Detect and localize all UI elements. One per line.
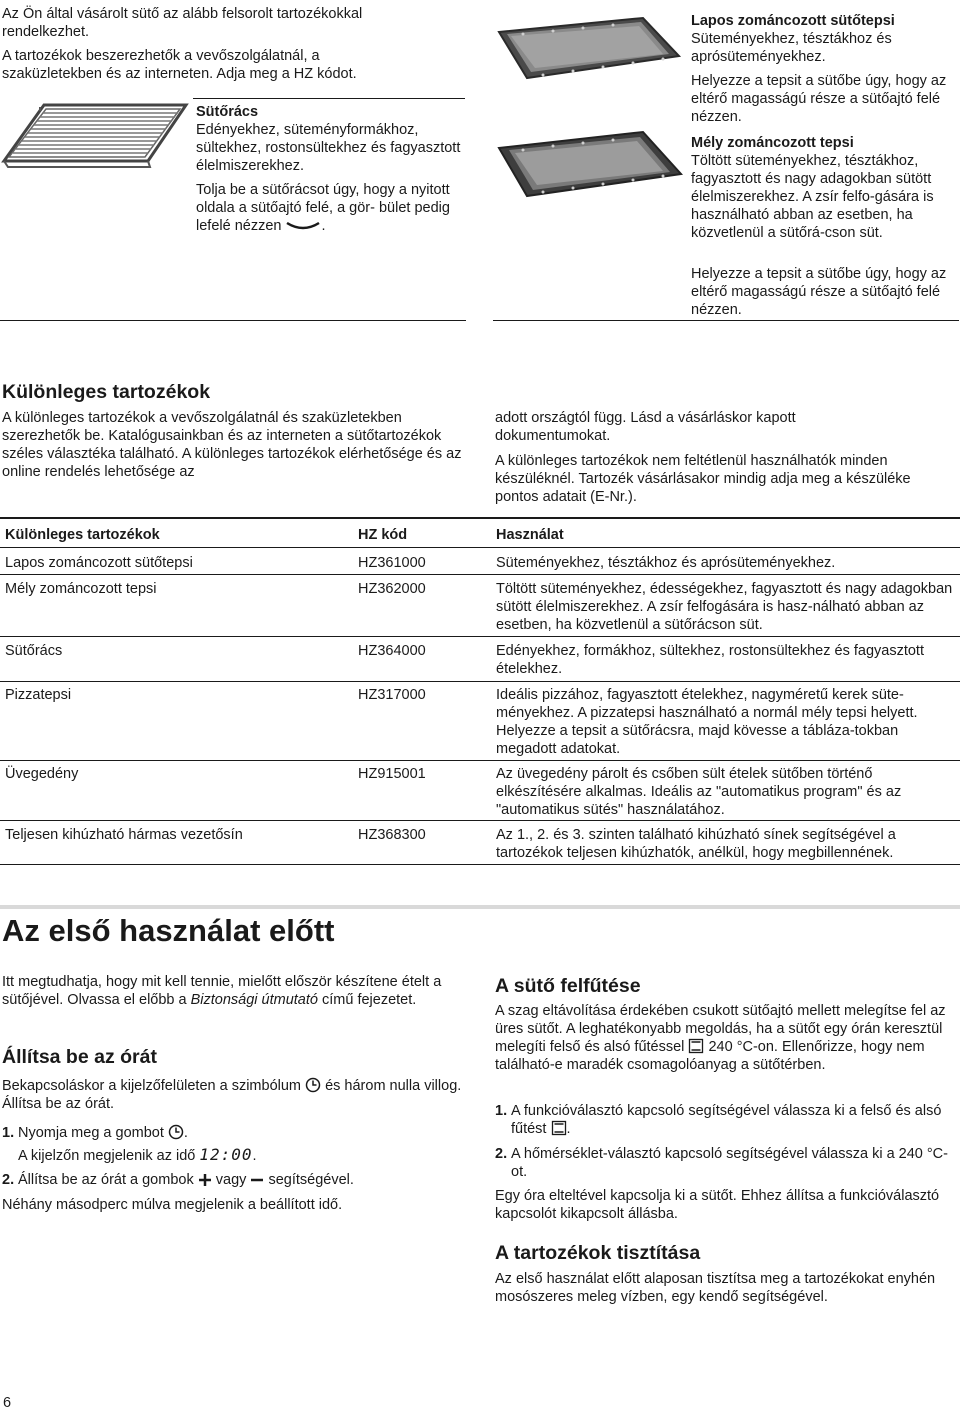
clock-step-2-b: vagy [215, 1172, 247, 1188]
table-cell-usage: Süteményekhez, tésztákhoz és aprósüteményekhez. [496, 555, 836, 571]
heat-para [495, 1002, 950, 1074]
accessories-bottom-line-left [0, 320, 466, 321]
clock-step-2-c: segítségével. [268, 1172, 354, 1188]
clock-icon [305, 1077, 321, 1093]
intro-divider [193, 98, 465, 99]
clock-heading: Állítsa be az órát [2, 1046, 157, 1068]
table-cell-accessory: Üvegedény [5, 766, 79, 782]
clock-para-b: és három nulla villog. Állítsa be az órát. [2, 1078, 462, 1112]
step-number: 2. [2, 1172, 15, 1188]
table-cell-usage: Töltött süteményekhez, édességekhez, fagyasztott és nagy adagokban sütött élelmiszerekhez. A zsír felfogására is hasz-nálható abban az esetben, ha közvetlenül a sütőrácson süt. [496, 581, 953, 633]
clock-para-a: Bekapcsoláskor a kijelzőfelületen a szimbólum [2, 1078, 302, 1094]
heat-step-1-text [511, 1102, 949, 1138]
table-top-rule [0, 517, 960, 519]
top-bottom-heat-icon [688, 1038, 704, 1054]
clock-step-1-sub-label: A kijelzőn megjelenik az idő [18, 1148, 196, 1164]
table-header-accessory: Különleges tartozékok [5, 527, 160, 543]
accessories-bottom-line-right [493, 320, 959, 321]
first-use-intro-a: Itt megtudhatja, hogy mit kell tennie, mielőtt először készítene ételt a sütőjével. Olvassa el előbb a [2, 974, 442, 1008]
deep-tray-instr: Helyezze a tepsit a sütőbe úgy, hogy az eltérő magasságú része a sütőajtó felé nézzen. [691, 266, 947, 318]
table-cell-hz: HZ362000 [358, 581, 426, 597]
table-row-rule [0, 681, 960, 682]
clock-step-1-sub [18, 1146, 257, 1165]
rack-instr-b: bület pedig lefelé nézzen [196, 200, 450, 234]
table-bottom-rule [0, 864, 960, 865]
top-bottom-heat-icon [551, 1120, 567, 1136]
flat-tray-image [493, 14, 685, 88]
table-cell-hz: HZ915001 [358, 766, 426, 782]
table-cell-hz: HZ317000 [358, 687, 426, 703]
rack-instr-a: Tolja be a sütőrácsot úgy, hogy a nyitott oldala a sütőajtó felé, a gör- [196, 182, 450, 216]
table-cell-hz: HZ368300 [358, 827, 426, 843]
clock-step-1-text [18, 1124, 188, 1142]
first-use-heading: Az első használat előtt [2, 913, 335, 948]
plus-icon [198, 1173, 212, 1187]
table-cell-accessory: Mély zománcozott tepsi [5, 581, 157, 597]
first-use-intro-em: Biztonsági útmutató [190, 992, 318, 1008]
rack-instr [196, 181, 466, 235]
curve-down-icon [285, 219, 321, 233]
rack-desc: Edényekhez, süteményformákhoz, sültekhez, rostonsültekhez és fagyasztott élelmiszerekhez. [196, 122, 461, 174]
clock-note: Néhány másodperc múlva megjelenik a beállított idő. [2, 1197, 343, 1213]
step-number: 2. [495, 1146, 508, 1162]
page-number: 6 [3, 1395, 12, 1411]
special-para-right-2: A különleges tartozékok nem feltétlenül használhatók minden készüléknél. Tartozék vásárlásakor mindig adja meg a készüléke pontos adatait (E-Nr.). [495, 453, 911, 505]
first-use-intro-b: című fejezetet. [317, 992, 417, 1008]
table-cell-accessory: Lapos zománcozott sütőtepsi [5, 555, 193, 571]
deep-tray-image [493, 128, 685, 202]
clock-step-1-end: . [183, 1125, 188, 1141]
step-number: 1. [2, 1125, 15, 1141]
heat-step-1 [495, 1102, 950, 1142]
heat-after: Egy óra elteltével kapcsolja ki a sütőt. Ehhez állítsa a funkcióválasztó kapcsolót kikapcsolt állásba. [495, 1188, 940, 1222]
oven-rack-image [0, 97, 190, 187]
clock-step-1-label: Nyomja meg a gombot [18, 1125, 164, 1141]
table-row-rule [0, 820, 960, 821]
heat-step-2 [495, 1145, 950, 1185]
table-cell-usage: Az üvegedény párolt és csőben sült ételek sütőben történő elkészítésére alkalmas. Ideális az "automatikus program" és az "automatikus sütés" használatához. [496, 766, 902, 818]
special-para-right-1: adott országtól függ. Lásd a vásárláskor kapott dokumentumokat. [495, 410, 796, 444]
table-cell-hz: HZ361000 [358, 555, 426, 571]
special-heading: Különleges tartozékok [2, 381, 211, 403]
table-row-rule [0, 636, 960, 637]
heat-para-b: 240 °C-on. Ellenőrizze, hogy nem található-e maradék csomagolóanyag a sütőtérben. [495, 1039, 925, 1073]
deep-tray-title: Mély zománcozott tepsi [691, 135, 854, 151]
table-cell-hz: HZ364000 [358, 643, 426, 659]
clock-para [2, 1077, 462, 1113]
first-use-intro [2, 973, 457, 1009]
table-header-hz: HZ kód [358, 527, 408, 543]
heat-heading: A sütő felfűtése [495, 975, 641, 997]
deep-tray-desc: Töltött süteményekhez, tésztákhoz, fagyasztott és nagy adagokban sütött élelmiszerekhez. A zsír felfo-gására is használható abban az esetben, ha közvetlenül a sütőrá-cson süt. [691, 153, 934, 241]
heat-step-2-text: A hőmérséklet-választó kapcsoló segítségével válassza ki a 240 °C-ot. [511, 1146, 948, 1180]
clean-heading: A tartozékok tisztítása [495, 1242, 701, 1264]
time-display: 12:00 [199, 1145, 253, 1164]
table-cell-usage: Ideális pizzához, fagyasztott ételekhez, nagyméretű kerek süte-ményekhez. A pizzatepsi használható a normál mély tepsi helyett. Helyezze a tepsit a sütőrácsra, majd kövesse a tábláza-tokban megadott adatokat. [496, 687, 918, 757]
table-row-rule [0, 760, 960, 761]
heat-para-a: A szag eltávolítása érdekében csukott sütőajtó mellett melegítse fel az üres sütőt. A leghatékonyabb megoldás, ha a sütőt egy órán keresztül melegíti felső és alsó fűtéssel [495, 1003, 946, 1055]
clock-icon [168, 1124, 184, 1140]
heat-step-1-end: . [566, 1121, 571, 1137]
table-header-rule [0, 547, 960, 548]
flat-tray-title: Lapos zománcozott sütőtepsi [691, 13, 895, 29]
intro-text-2: A tartozékok beszerezhetők a vevőszolgálatnál, a szaküzletekben és az interneten. Adja meg a HZ kódot. [2, 48, 357, 82]
flat-tray-desc: Süteményekhez, tésztákhoz és aprósüteményekhez. [691, 31, 892, 65]
clock-step-2-text [18, 1171, 354, 1189]
table-cell-usage: Az 1., 2. és 3. szinten található kihúzható sínek segítségével a tartozékok teljesen kihúzhatók, anélkül, hogy megbillennének. [496, 827, 896, 861]
clean-para: Az első használat előtt alaposan tisztítsa meg a tartozékokat enyhén mosószeres meleg vízben, egy kendő segítségével. [495, 1271, 936, 1305]
clock-step-2 [2, 1171, 462, 1191]
flat-tray-instr: Helyezze a tepsit a sütőbe úgy, hogy az eltérő magasságú része a sütőajtó felé nézzen. [691, 73, 947, 125]
heat-step-1-label: A funkcióválasztó kapcsoló segítségével válassza ki a felső és alsó fűtést [511, 1103, 942, 1137]
table-row-rule [0, 574, 960, 575]
special-para-left: A különleges tartozékok a vevőszolgálatnál és szaküzletekben szerezhetők be. Katalógusainkban és az interneten a sütőtartozékok széles választéka található. A különleges tartozékok elérhetősége és az online rendelés lehetősége az [2, 410, 462, 480]
rack-title: Sütőrács [196, 104, 259, 120]
minus-icon [250, 1173, 264, 1187]
clock-step-1-sub-end: . [252, 1148, 257, 1164]
table-cell-usage: Edényekhez, formákhoz, sültekhez, rostonsültekhez és fagyasztott ételekhez. [496, 643, 924, 677]
section-separator [0, 905, 960, 909]
intro-text-1: Az Ön által vásárolt sütő az alább felsorolt tartozékokkal rendelkezhet. [2, 6, 363, 40]
table-header-usage: Használat [496, 527, 564, 543]
table-cell-accessory: Sütőrács [5, 643, 63, 659]
clock-step-2-a: Állítsa be az órát a gombok [18, 1172, 194, 1188]
table-cell-accessory: Pizzatepsi [5, 687, 72, 703]
table-cell-accessory: Teljesen kihúzható hármas vezetősín [5, 827, 243, 843]
step-number: 1. [495, 1103, 508, 1119]
rack-instr-end: . [321, 218, 326, 234]
